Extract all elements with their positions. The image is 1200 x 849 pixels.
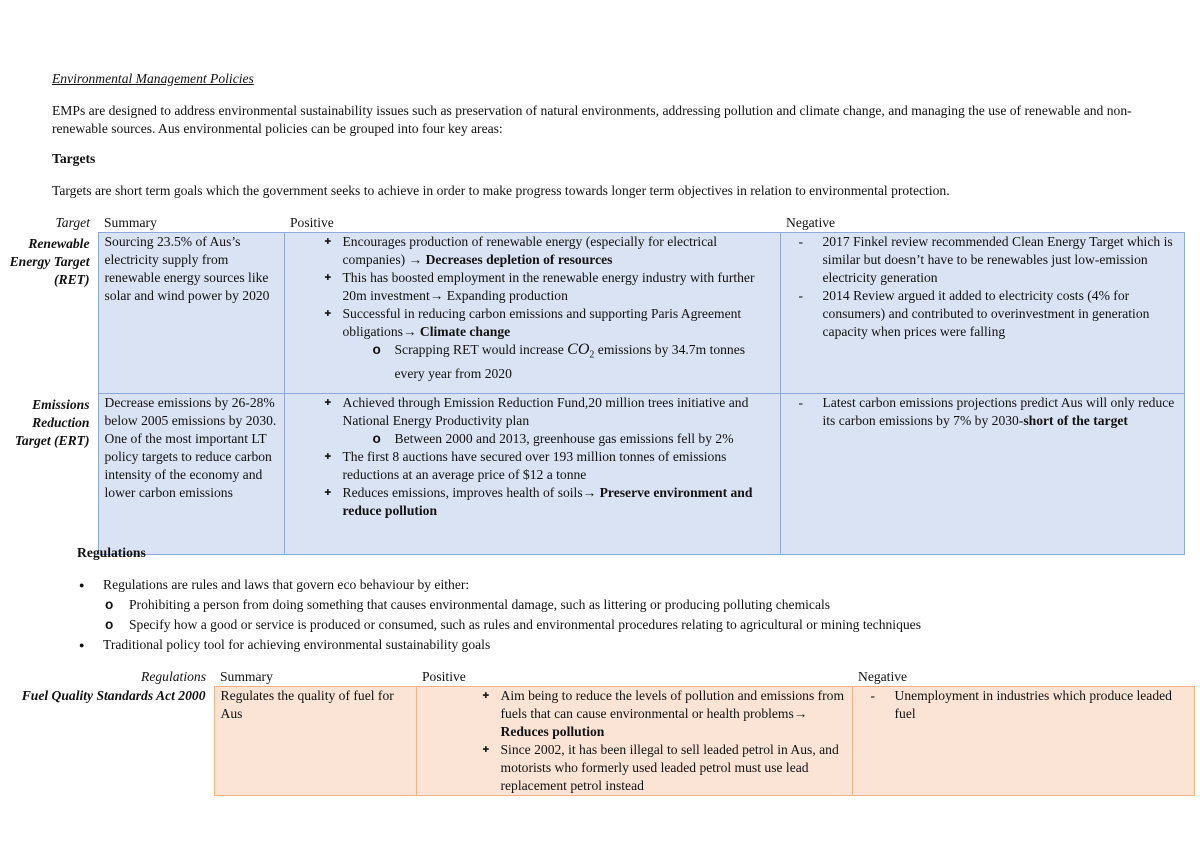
ret-pos3-bold: Climate change <box>419 324 511 339</box>
intro-paragraph: EMPs are designed to address environmental sustainability issues such as preservation of natural environments, addressing pollution and climate change, and managing the use of renewable and non-renewable sources. Aus environmental policies can be grouped into four key areas: <box>52 103 1132 136</box>
co2-symbol: CO <box>567 341 590 358</box>
ret-negative <box>780 233 1184 394</box>
fqsa-summary-text: Regulates the quality of fuel for Aus <box>220 688 394 721</box>
page-title: Environmental Management Policies <box>52 71 254 86</box>
list-item: o Between 2000 and 2013, greenhouse gas emissions fell by 2% <box>343 430 774 448</box>
regulations-list <box>77 575 1177 655</box>
list-item: - Unemployment in industries which produce leaded fuel <box>859 687 1188 723</box>
ret-positive <box>284 233 780 394</box>
list-item: - 2017 Finkel review recommended Clean Energy Target which is similar but doesn’t have to be renewables just low-emission electricity generation <box>787 233 1178 287</box>
fqsa-summary <box>214 687 416 796</box>
col-header-negative: Negative <box>858 669 908 684</box>
targets-heading: Targets <box>52 151 96 166</box>
ert-summary-text-2: One of the most important LT policy targets to reduce carbon intensity of the economy and lower carbon emissions <box>104 431 272 500</box>
ert-negative <box>780 394 1184 555</box>
co2-subscript: 2 <box>589 349 595 361</box>
regulations-table-header <box>20 668 1194 687</box>
table-row-ret <box>0 233 1184 394</box>
regulations-heading: Regulations <box>77 545 146 560</box>
list-item <box>471 687 846 741</box>
ert-pos3-bold: Preserve environment and reduce pollution <box>342 485 753 518</box>
targets-table <box>0 214 1185 555</box>
targets-table-header <box>0 214 1184 233</box>
ret-pos3-text: Successful in reducing carbon emissions and supporting Paris Agreement obligations→ <box>342 306 742 339</box>
ret-sub-text: Scrapping RET would increase <box>394 342 568 357</box>
col-header-positive: Positive <box>290 215 334 230</box>
ert-neg1-bold: short of the target <box>1023 413 1128 428</box>
fqsa-negative <box>852 687 1194 796</box>
row-label-ert: Emissions Reduction Target (ERT) <box>14 396 90 448</box>
list-item: ✚ This has boosted employment in the renewable energy industry with further 20m investment→ Expanding production <box>313 269 774 305</box>
fqsa-pos1-bold: Reduces pollution <box>500 724 605 739</box>
targets-description: Targets are short term goals which the government seeks to achieve in order to make progress towards longer term objectives in relation to environmental protection. <box>52 183 950 198</box>
ret-pos1-bold: Decreases depletion of resources <box>425 252 613 267</box>
list-item <box>787 394 1178 430</box>
list-item <box>313 394 774 448</box>
table-row-fqsa <box>20 687 1194 796</box>
list-item: o Prohibiting a person from doing something that causes environmental damage, such as littering or producing polluting chemicals <box>77 595 1177 615</box>
fqsa-positive <box>416 687 852 796</box>
ert-summary <box>98 394 284 555</box>
col-header-negative: Negative <box>786 215 836 230</box>
ert-summary-text-1: Decrease emissions by 26-28% below 2005 emissions by 2030. <box>104 395 277 428</box>
regulations-table <box>20 668 1195 796</box>
row-label-ret: Renewable Energy Target (RET) <box>9 235 90 287</box>
row-label-fqsa: Fuel Quality Standards Act 2000 <box>21 687 206 703</box>
table-row-ert <box>0 394 1184 555</box>
list-item <box>343 341 774 383</box>
list-item: ● Regulations are rules and laws that govern eco behaviour by either: <box>77 575 1177 595</box>
list-item: ● Traditional policy tool for achieving environmental sustainability goals <box>77 635 1177 655</box>
ert-pos3-text: Reduces emissions, improves health of soils→ <box>342 485 600 500</box>
ret-summary <box>98 233 284 394</box>
ert-neg1-text: Latest carbon emissions projections predict Aus will only reduce its carbon emissions by 7% by 2030- <box>822 395 1175 428</box>
col-header-summary: Summary <box>104 215 157 230</box>
col-header-summary: Summary <box>220 669 273 684</box>
list-item <box>313 305 774 383</box>
list-item <box>313 233 774 269</box>
col-header-target: Target <box>55 215 90 230</box>
ret-pos1-text: Encourages production of renewable energy (especially for electrical companies) → <box>342 234 718 267</box>
ert-pos1-text: Achieved through Emission Reduction Fund,20 million trees initiative and National Energy Productivity plan <box>342 395 749 428</box>
ert-positive <box>284 394 780 555</box>
fqsa-pos1-text: Aim being to reduce the levels of pollution and emissions from fuels that can cause environmental or health problems→ <box>500 688 845 721</box>
ret-summary-text: Sourcing 23.5% of Aus’s electricity supply from renewable energy sources like solar and wind power by 2020 <box>104 234 270 303</box>
list-item: ✚ The first 8 auctions have secured over 193 million tonnes of emissions reductions at an average price of $12 a tonne <box>313 448 774 484</box>
ret-sub-text-end: emissions by 34.7m tonnes every year from 2020 <box>394 342 746 381</box>
col-header-regulations: Regulations <box>141 669 206 684</box>
list-item <box>313 484 774 520</box>
col-header-positive: Positive <box>422 669 466 684</box>
list-item: o Specify how a good or service is produced or consumed, such as rules and environmental procedures relating to agricultural or mining techniques <box>77 615 1177 635</box>
list-item: ✚ Since 2002, it has been illegal to sell leaded petrol in Aus, and motorists who formerly used leaded petrol must use lead replacement petrol instead <box>471 741 846 795</box>
list-item: - 2014 Review argued it added to electricity costs (4% for consumers) and contributed to overinvestment in generation capacity when prices were falling <box>787 287 1178 341</box>
